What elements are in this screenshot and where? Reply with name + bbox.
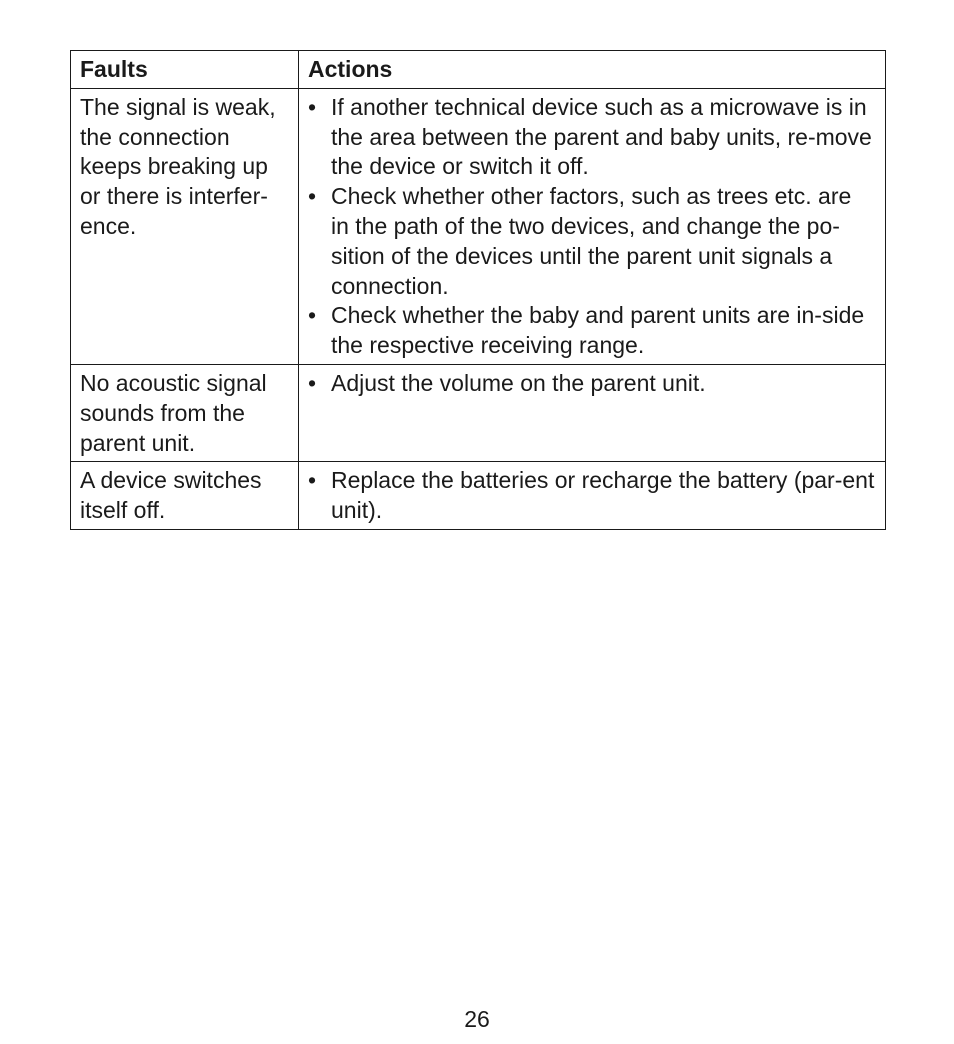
fault-cell: The signal is weak, the connection keeps breaking up or there is interfer-ence. <box>71 88 299 364</box>
faults-actions-table <box>70 50 886 530</box>
table-row <box>71 88 886 364</box>
actions-column-header: Actions <box>299 51 886 89</box>
action-item: • Check whether other factors, such as trees etc. are in the path of the two devices, and change the po-sition of the devices until the parent unit signals a connection. <box>308 182 875 301</box>
table-header-row <box>71 51 886 89</box>
actions-cell <box>299 364 886 461</box>
action-list <box>308 369 875 399</box>
faults-column-header: Faults <box>71 51 299 89</box>
fault-cell: A device switches itself off. <box>71 462 299 530</box>
action-item: • If another technical device such as a microwave is in the area between the parent and baby units, re-move the device or switch it off. <box>308 93 875 182</box>
action-list <box>308 466 875 526</box>
action-list <box>308 93 875 361</box>
actions-cell <box>299 88 886 364</box>
action-item: • Adjust the volume on the parent unit. <box>308 369 875 399</box>
table-row <box>71 364 886 461</box>
table-row <box>71 462 886 530</box>
page-number: 26 <box>464 1006 490 1032</box>
fault-cell: No acoustic signal sounds from the parent unit. <box>71 364 299 461</box>
actions-cell <box>299 462 886 530</box>
action-item: • Replace the batteries or recharge the battery (par-ent unit). <box>308 466 875 526</box>
action-item: • Check whether the baby and parent units are in-side the respective receiving range. <box>308 301 875 361</box>
